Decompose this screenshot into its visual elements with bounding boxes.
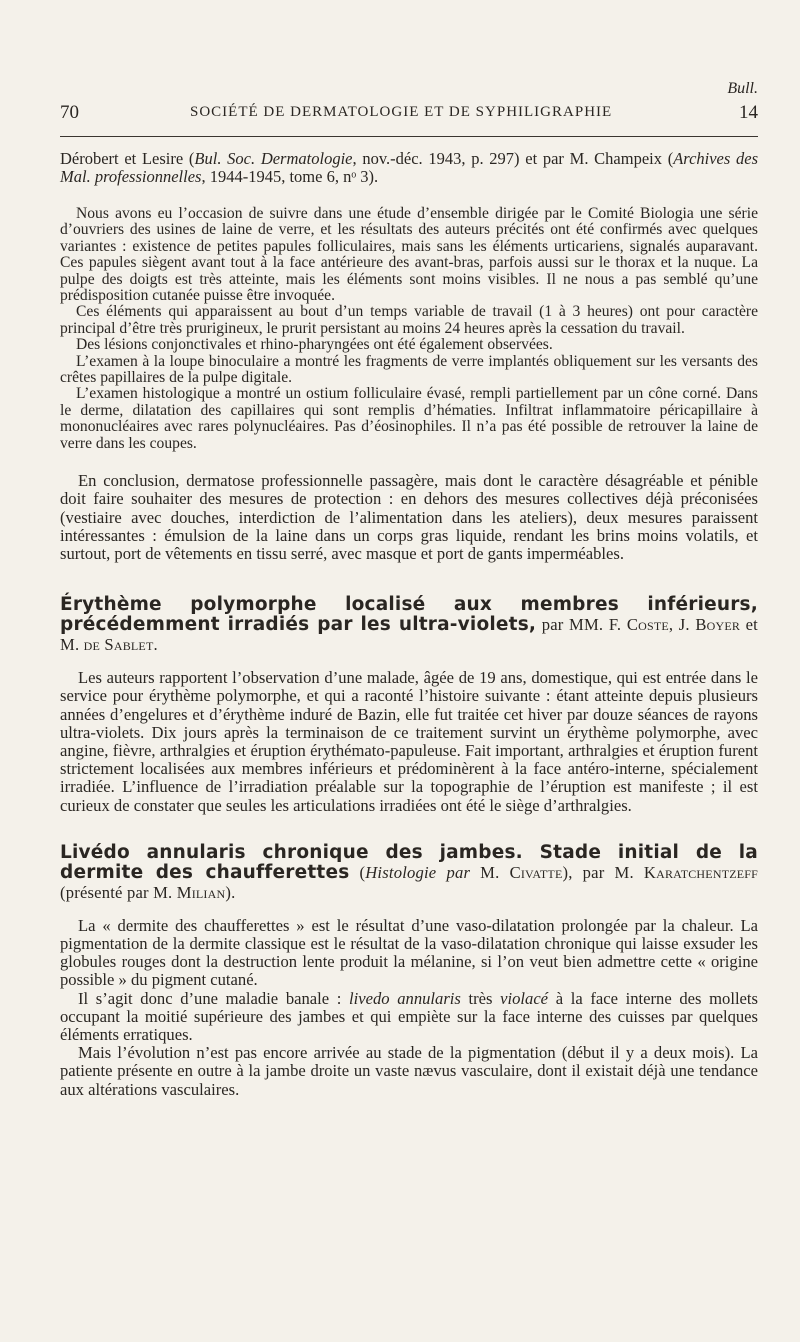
conclusion-block xyxy=(60,472,758,563)
article-paragraph: Il s’agit donc d’une maladie banale : livedo annularis très violacé à la face interne des mollets occupant la moitié supérieure des jambes et qui empiète sur la face interne des cuisses par quelques éléments erratiques. xyxy=(60,988,758,1044)
conclusion-paragraph: En conclusion, dermatose professionnelle passagère, mais dont le caractère désagréable et pénible doit faire souhaiter des mesures de protection : en dehors des mesures collectives déjà préconisées (vestiaire avec douches, interdiction de l’alimentation dans les ateliers), deux mesures paraissent intéressantes : émulsion de la laine dans un corps gras liquide, rendant les brins moins volatils, et surtout, port de vêtements en tissu serré, avec masque et port de gants imperméables. xyxy=(60,471,758,563)
article-paragraph: Mais l’évolution n’est pas encore arrivée au stade de la pigmentation (début il y a deux mois). La patiente présente en outre à la jambe droite un vaste nævus vasculaire, dont il existait déjà une tendance aux altérations vasculaires. xyxy=(60,1043,758,1099)
page-body xyxy=(60,150,758,1099)
study-paragraph: Des lésions conjonctivales et rhino-pharyngées ont été également observées. xyxy=(76,336,553,354)
volume-number: 14 xyxy=(739,102,758,123)
article-erytheme xyxy=(60,595,758,815)
page-number: 70 xyxy=(60,102,79,123)
glass-wool-study xyxy=(60,206,758,452)
intro-paragraph: Dérobert et Lesire (Bul. Soc. Dermatologie, nov.-déc. 1943, p. 297) et par M. Champeix (Archives des Mal. professionnelles, 1944-1945, tome 6, nᵒ 3). xyxy=(60,149,759,186)
article-paragraph: Les auteurs rapportent l’observation d’une malade, âgée de 19 ans, domestique, qui est entrée dans le service pour érythème polymorphe, et qui a raconté l’histoire suivante : étant atteinte depuis plusieurs années d’engelures et d’érythème induré de Bazin, elle fut traitée cet hiver par douze séances de rayons ultra-violets. Dix jours après la terminaison de ce traitement survint un érythème polymorphe, avec angine, fièvre, arthralgies et éruption érythémato-papuleuse. Fait important, arthralgies et éruption furent strictement localisées aux membres inférieurs et prédominèrent à la face antéro-interne, spécialement irradiée. L’influence de l’irradiation préalable sur la topographie de l’éruption est manifeste ; il est curieux de constater que seules les articulations irradiées ont été le siège d’arthralgies. xyxy=(60,668,758,815)
article-paragraph: La « dermite des chaufferettes » est le résultat d’une vaso-dilatation prolongée par la chaleur. La pigmentation de la dermite classique est le résultat de la vaso-dilatation chronique qui laisse exsuder les globules rouges dont la destruction lente produit la mélanine, si l’on veut bien admettre cette « origine possible » du pigment cutané. xyxy=(60,915,758,990)
intro-reference xyxy=(60,150,758,186)
study-paragraph: Ces éléments qui apparaissent au bout d’un temps variable de travail (1 à 3 heures) ont pour caractère principal d’être très prurigineux, le prurit persistant au moins 24 heures après la cessation du travail. xyxy=(60,303,758,337)
header-rule xyxy=(60,136,758,137)
article-title: Livédo annularis chronique des jambes. Stade initial de la dermite des chaufferettes (Histologie par M. Civatte), par M. Karatchentzeff (présenté par M. Milian). xyxy=(60,841,759,902)
article-livedo xyxy=(60,843,758,1099)
journal-abbrev: Bull. xyxy=(727,80,758,97)
study-paragraph: Nous avons eu l’occasion de suivre dans une étude d’ensemble dirigée par le Comité Biologia une série d’ouvriers des usines de laine de verre, et les résultats des auteurs précités ont été confirmés avec quelques variantes : existence de petites papules folliculaires, mais sans les éléments urticariens, signalés auparavant. Ces papules siègent avant tout à la face antérieure des avant-bras, parfois aussi sur le thorax et la nuque. La pulpe des doigts est très atteinte, mais les éléments sont moins visibles. Il ne nous a pas semblé qu’une prédisposition cutanée puisse être invoquée. xyxy=(60,205,758,305)
running-title: SOCIÉTÉ DE DERMATOLOGIE ET DE SYPHILIGRAPHIE xyxy=(190,104,613,120)
study-paragraph: L’examen histologique a montré un ostium folliculaire évasé, rempli partiellement par un cône corné. Dans le derme, dilatation des capillaires qui sont remplis d’hématies. Infiltrat inflammatoire péricapillaire à mononucléaires avec rares polynucléaires. Pas d’éosinophiles. Il n’a pas été possible de retrouver la laine de verre dans les coupes. xyxy=(60,385,758,452)
page-header xyxy=(60,80,758,150)
study-paragraph: L’examen à la loupe binoculaire a montré les fragments de verre implantés obliquement sur les versants des crêtes papillaires de la pulpe digitale. xyxy=(60,352,758,387)
article-title: Érythème polymorphe localisé aux membres inférieurs, précédemment irradiés par les ultra-violets, par MM. F. Coste, J. Boyer et M. de Sablet. xyxy=(60,594,758,655)
